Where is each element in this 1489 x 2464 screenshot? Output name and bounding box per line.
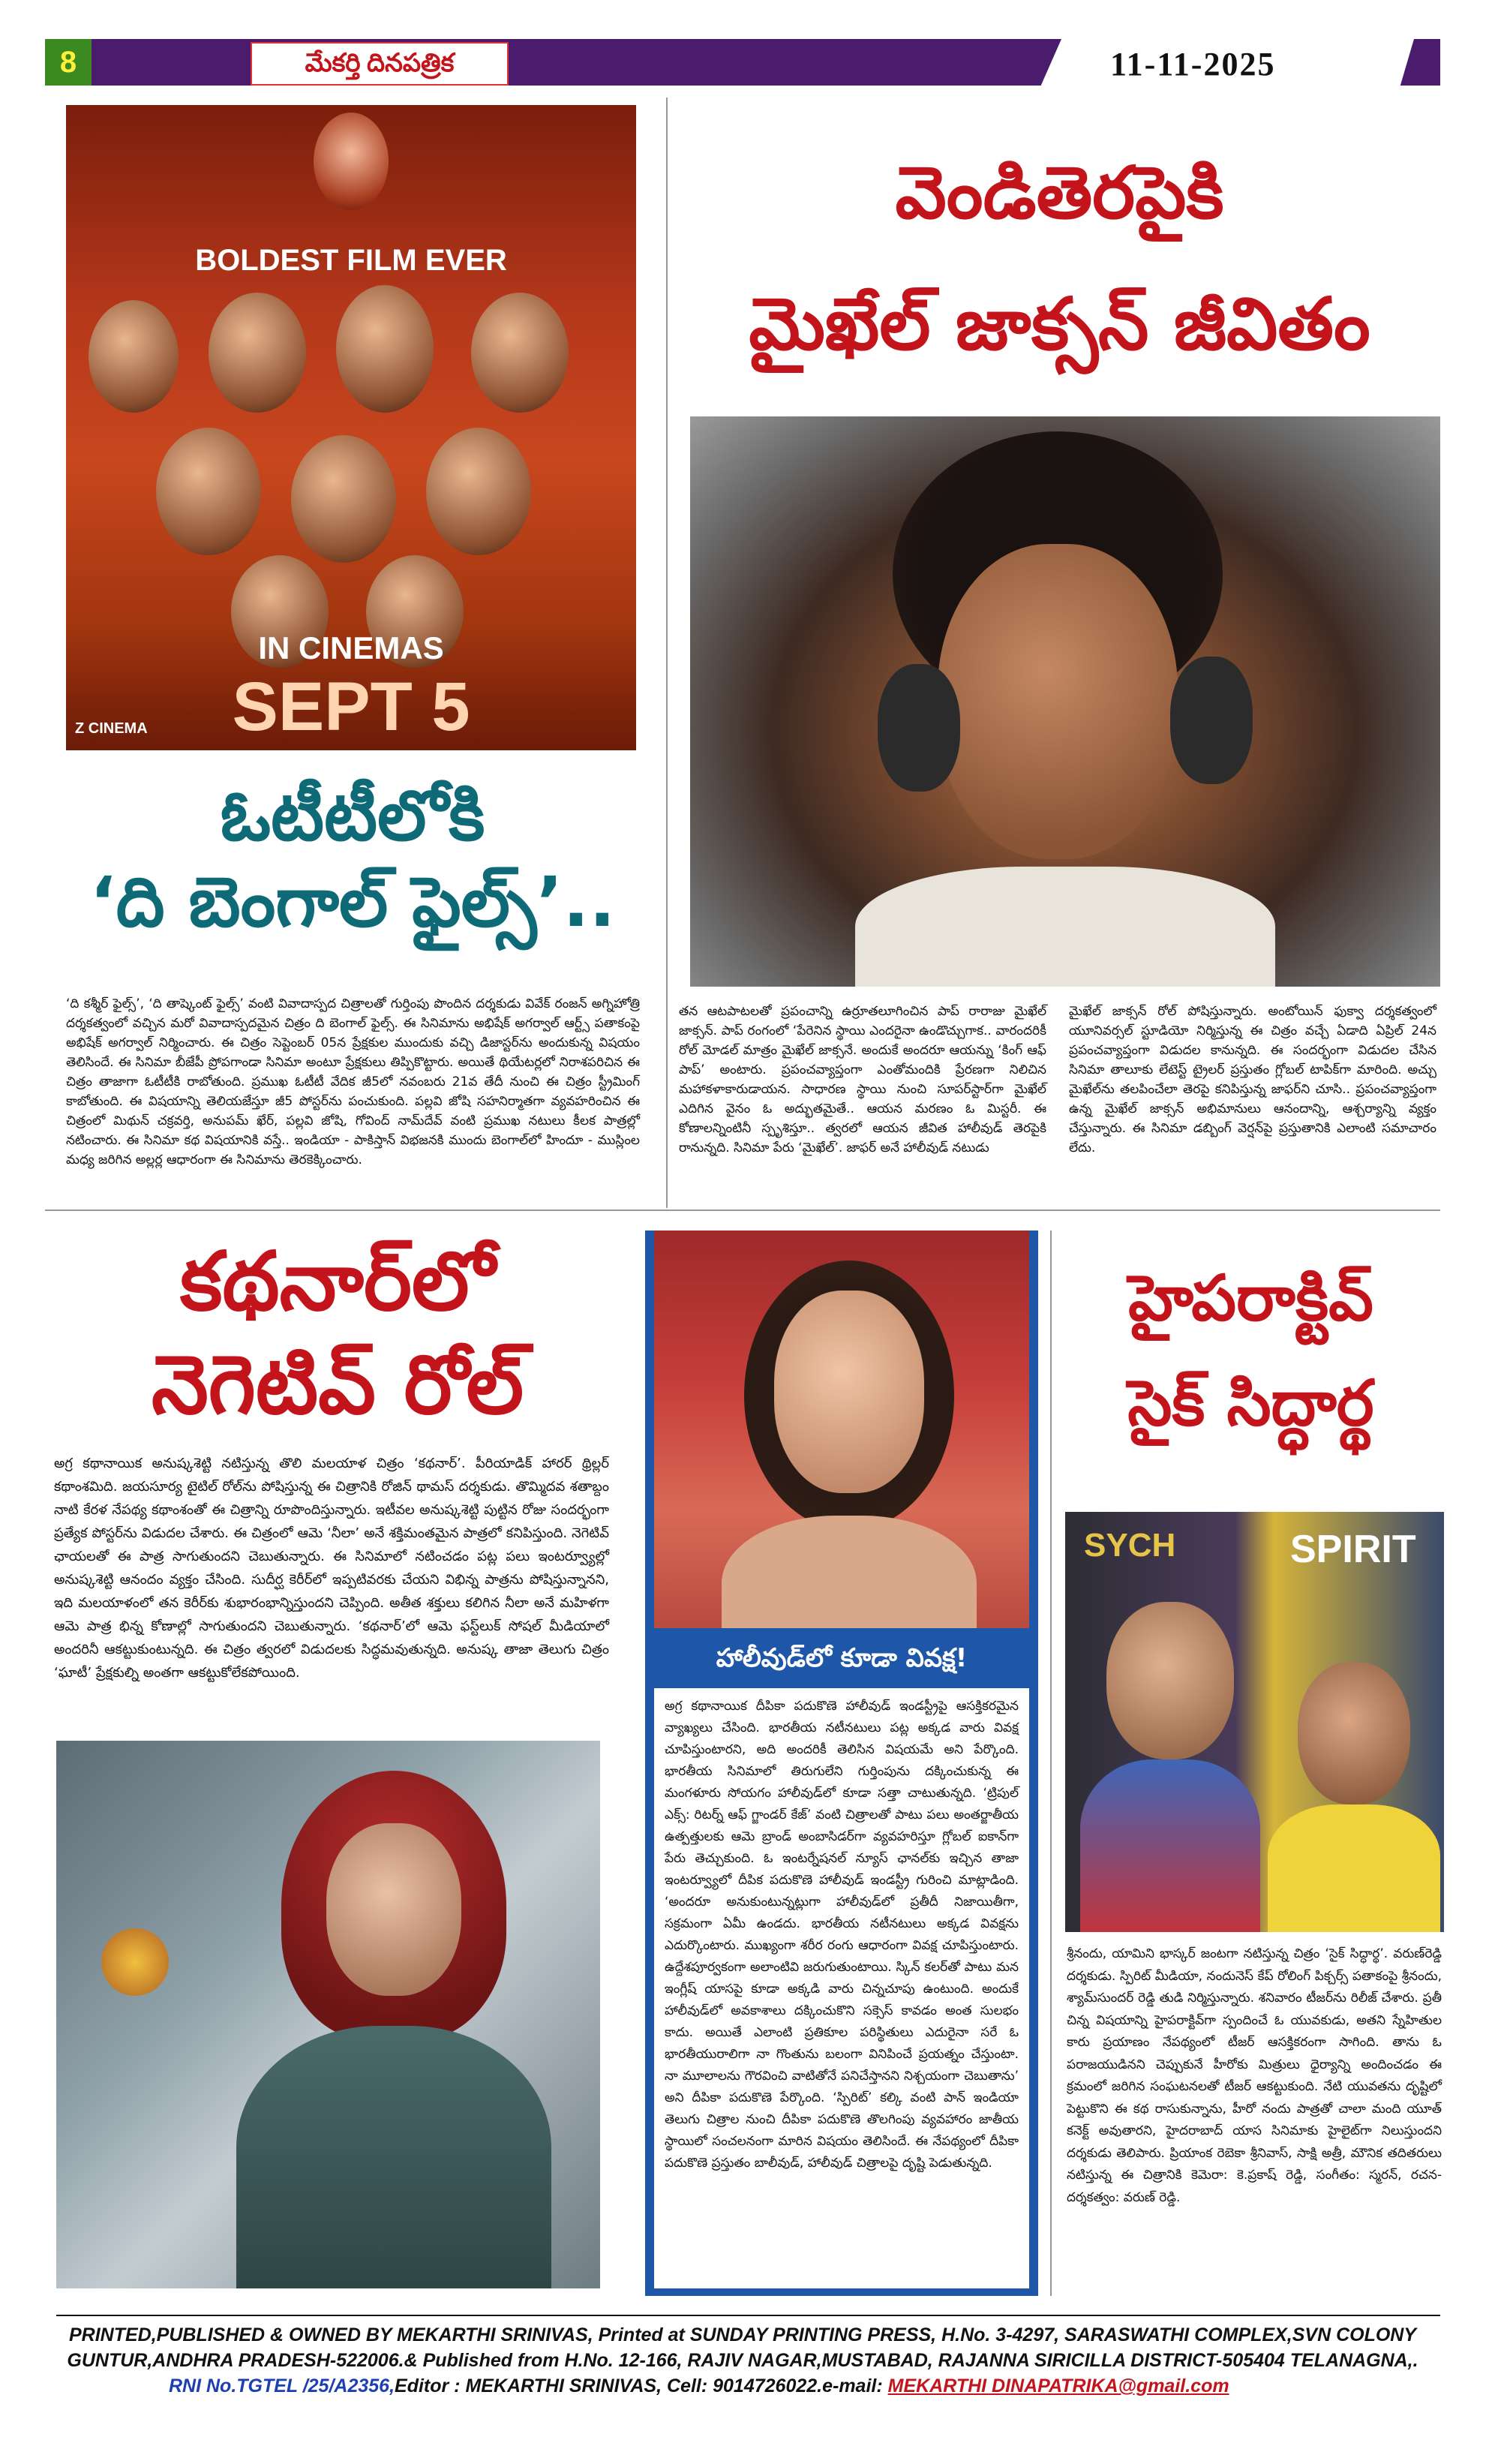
kathanar-headline-line1: కథనార్‌లో bbox=[179, 1235, 495, 1329]
column-rule bbox=[1050, 1230, 1052, 2296]
poster-face bbox=[209, 293, 306, 413]
footer-rni: RNI No.TGTEL /25/A2356, bbox=[169, 2375, 395, 2396]
footer-rule bbox=[56, 2315, 1440, 2316]
photo-sign-left: SYCH bbox=[1084, 1527, 1176, 1564]
bengal-article-body: ‘ది కశ్మీర్ ఫైల్స్’, ‘ది తాష్కెంట్ ఫైల్స్’ వంటి వివాదాస్పద చిత్రాలతో గుర్తింపు పొందిన దర్శకుడు వివేక్ రంజన్ అగ్నిహోత్రి దర్శకత్వంలో వచ్చిన మరో వివాదాస్పదమైన చిత్రం ది బెంగాల్ ఫైల్స్. ఈ సినిమాను అభిషేక్ అగర్వాల్ ఆర్ట్స్ పతాకంపై అభిషేక్ అగర్వాల్ నిర్మించారు. ఈ చిత్రం సెప్టెంబర్ 05న ప్రేక్షకుల ముందుకు వచ్చి డిజాస్టర్‌ను అందుకున్న విషయం తెలిసిందే. ఈ సినిమా బీజేపీ ప్రోపగాండా సినిమా అంటూ ప్రేక్షకులు తిప్పికొట్టారు. అయితే థియేటర్లలో నిరాశపరిచిన ఈ చిత్రం తాజాగా ఓటీటీకి రాబోతుంది. ప్రముఖ ఓటీటీ వేదిక జీ5లో నవంబరు 21వ తేదీ నుంచి ఈ చిత్రం స్ట్రీమింగ్ కాబోతుంది. ఈ విషయాన్ని తెలియజేస్తూ జీ5 పోస్టర్‌ను పంచుకుంది. పల్లవి జోషి సహనిర్మాతగా వ్యవహరించిన ఈ చిత్రంలో మిథున్ చక్రవర్తి, అనుపమ్ ఖేర్, పల్లవి జోషి, గోవింద్ నామ్‌దేవ్ వంటి ప్రముఖ నటులు కీలక పాత్రల్లో నటించారు. ఈ సినిమా కథ విషయానికి వస్తే.. ఇండియా - పాకిస్తాన్ విభజనకి ముందు బెంగాల్‌లో హిందూ - ముస్లింల మధ్య జరిగిన అల్లర్ల ఆధారంగా ఈ సినిమాను తెరకెక్కించారు. bbox=[66, 996, 640, 1167]
siddhu-article-body: శ్రీనందు, యామిని భాస్కర్ జంటగా నటిస్తున్న చిత్రం ‘సైక్ సిద్ధార్థ’. వరుణ్‌రెడ్డి దర్శకుడు. స్పిరిట్ మీడియా, నందునెస్ కేప్ రోలింగ్ పిక్చర్స్ పతాకంపై శ్రీనందు, శ్యామ్‌సుందర్ రెడ్డి తుడి నిర్మిస్తున్నారు. శనివారం టీజర్‌ను రిలీజ్ చేశారు. ప్రతీ చిన్న విషయాన్ని హైపరాక్టివ్‌గా స్పందించే ఓ యువకుడు, అతని స్నేహితుల కారు ప్రయాణం నేపథ్యంలో టీజర్ ఆసక్తికరంగా సాగింది. తాను ఓ పరాజయుడినని చెప్పుకునే హీరోకు మిత్రులు ధైర్యాన్ని అందించడం ఈ క్రమంలో జరిగిన సంఘటనలతో టీజర్ ఆకట్టుకుంది. నేటి యువతను దృష్టిలో పెట్టుకొని ఈ కథ రాసుకున్నాను, హీరో నందు పాత్రతో చాలా మంది యూత్ కనెక్ట్ అవుతారని, హైదరాబాద్ యాస సినిమాకు హైలైట్‌గా నిలుస్తుందని దర్శకుడు తెలిపారు. ప్రియాంక రెబెకా శ్రీనివాస్, సాక్షి అత్రీ, మౌనిక తదితరులు నటిస్తున్న ఈ చిత్రానికి కెమెరా: కె.ప్రకాష్ రెడ్డి, సంగీతం: స్మరన్, రచన-దర్శకత్వం: వరుణ్ రెడ్డి. bbox=[1067, 1946, 1442, 2205]
footer-imprint bbox=[45, 2322, 1440, 2399]
kathanar-article-body: అగ్ర కథానాయిక అనుష్కశెట్టి నటిస్తున్న తొలి మలయాళ చిత్రం ‘కథనార్’. పీరియాడిక్ హారర్ థ్రిల్లర్ కథాంశమిది. జయసూర్య టైటిల్ రోల్‌ను పోషిస్తున్న ఈ చిత్రానికి రోజిన్ థామస్ దర్శకుడు. తొమ్మిదవ శతాబ్దం నాటి కేరళ నేపథ్య కథాంశంతో ఈ చిత్రాన్ని రూపొందిస్తున్నారు. ఇటీవల అనుష్కశెట్టి పుట్టిన రోజు సందర్భంగా ప్రత్యేక పోస్టర్‌ను విడుదల చేశారు. ఈ చిత్రంలో ఆమె ‘నీలా’ అనే శక్తిమంతమైన పాత్రలో కనిపిస్తుంది. నెగెటివ్ ఛాయలతో ఈ పాత్ర సాగుతుందని చెబుతున్నారు. ఈ సినిమాలో నటించడం పట్ల పలు ఇంటర్వ్యూల్లో అనుష్కశెట్టి ఆనందం వ్యక్తం చేసింది. సుదీర్ఘ కెరీర్‌లో ఇప్పటివరకు చేయని విభిన్న పాత్రను పోషిస్తున్నానని, ఇది మలయాళంలో తన కెరీర్‌కు శుభారంభాన్నిస్తుందని చెప్పింది. అతీత శక్తులు కలిగిన నీలా అనే మహిళగా ఆమె పాత్ర భిన్న కోణాల్లో సాగుతుందని చెబుతున్నారు. ‘కథనార్’లో ఆమె ఫస్ట్‌లుక్ సోషల్ మీడియాలో అందరినీ ఆకట్టుకుంటున్నది. ఈ చిత్రం త్వరలో విడుదలకు సిద్ధమవుతున్నది. అనుష్క తాజా తెలుగు చిత్రం ‘ఘాటీ’ ప్రేక్షకుల్ని అంతగా ఆకట్టుకోలేకపోయింది. bbox=[54, 1456, 609, 1681]
bengal-files-poster bbox=[66, 105, 636, 750]
siddhu-headline bbox=[1061, 1246, 1440, 1456]
poster-tagline: BOLDEST FILM EVER bbox=[195, 244, 507, 277]
photo-sign-right: SPIRIT bbox=[1290, 1528, 1416, 1571]
photo-shirt bbox=[1268, 1804, 1440, 1932]
photo-flower bbox=[101, 1928, 169, 1996]
photo-face bbox=[774, 1291, 924, 1493]
poster-face bbox=[291, 435, 396, 563]
issue-date: 11-11-2025 bbox=[1110, 46, 1276, 83]
poster-studio: Z CINEMA bbox=[75, 720, 148, 737]
deepika-article-panel bbox=[654, 1688, 1029, 2288]
poster-face bbox=[426, 428, 531, 555]
deepika-caption: హాలీవుడ్‌లో కూడా వివక్ష! bbox=[716, 1643, 968, 1673]
bengal-headline-line1: ఓటీటీలోకి bbox=[220, 776, 485, 856]
siddhu-photo bbox=[1065, 1512, 1444, 1932]
siddhu-headline-line2: సైక్ సిద్ధార్థ bbox=[1127, 1366, 1374, 1440]
photo-shirt bbox=[1080, 1759, 1260, 1932]
kathanar-headline-line2: నెగెటివ్ రోల్ bbox=[151, 1339, 524, 1432]
section-rule bbox=[45, 1209, 1440, 1211]
poster-release-line1: IN CINEMAS bbox=[258, 630, 444, 666]
photo-face bbox=[1106, 1602, 1234, 1759]
photo-face bbox=[1298, 1662, 1410, 1804]
photo-shoulders bbox=[722, 1516, 977, 1628]
footer-email-link[interactable]: MEKARTHI DINAPATRIKA@gmail.com bbox=[887, 2375, 1229, 2396]
photo-face bbox=[326, 1823, 461, 1996]
headphone-icon bbox=[878, 664, 960, 792]
mj-headline-line1: వెండితెరపైకి bbox=[895, 151, 1224, 235]
poster-face bbox=[336, 285, 434, 413]
poster-figure bbox=[314, 113, 389, 210]
footer-line2: GUNTUR,ANDHRA PRADESH-522006.& Published from H.No. 12-166, RAJIV NAGAR,MUSTABAD, RAJANNA SIRICILLA DISTRICT-505404 TELANAGNA,. bbox=[67, 2350, 1418, 2371]
photo-face bbox=[938, 544, 1178, 859]
deepika-article-body: అగ్ర కథానాయిక దీపికా పదుకొణె హాలీవుడ్ ఇండస్ట్రీపై ఆసక్తికరమైన వ్యాఖ్యలు చేసింది. భారతీయ నటీనటులు పట్ల అక్కడ వారు వివక్ష చూపిస్తుంటారని, అది అందరికీ తెలిసిన విషయమే అని పేర్కొంది. భారతీయ సినిమాలో తిరుగులేని గుర్తింపును దక్కించుకున్న ఈ మంగళూరు సోయగం హాలీవుడ్‌లో కూడా సత్తా చాటుతున్నది. ‘ట్రిపుల్ ఎక్స్: రిటర్న్ ఆఫ్ గ్జాండర్ కేజ్’ వంటి చిత్రాలతో పాటు పలు అంతర్జాతీయ ఉత్పత్తులకు ఆమె బ్రాండ్ అంబాసిడర్‌గా వ్యవహరిస్తూ గ్లోబల్ ఐకాన్‌గా పేరు తెచ్చుకుంది. ఓ ఇంటర్నేషనల్ న్యూస్ ఛానల్‌కు ఇచ్చిన తాజా ఇంటర్వ్యూలో దీపిక పదుకొణె హాలీవుడ్ ఇండస్ట్రీ గురించి మాట్లాడింది. ‘అందరూ అనుకుంటున్నట్లుగా హాలీవుడ్‌లో ప్రతీదీ నిజాయితీగా, సక్రమంగా ఏమీ ఉండదు. భారతీయ నటీనటులు అక్కడ వివక్షను ఎదుర్కొంటారు. ముఖ్యంగా శరీర రంగు ఆధారంగా వివక్ష చూపిస్తుంటారు. ఉద్దేశపూర్వకంగా అలాంటివి జరుగుతుంటాయి. స్కిన్ కలర్‌తో పాటు మన ఇంగ్లీష్ యాసపై కూడా అక్కడి వారు చిన్నచూపు ఉంటుంది. అందుకే హాలీవుడ్‌లో అవకాశాలు దక్కించుకొని సక్సెస్ కావడం అంత సులభం కాదు. అయితే ఎలాంటి ప్రతికూల పరిస్థితులు ఎదురైనా సరే ఓ భారతీయురాలిగా నా గొంతును బలంగా వినిపించే ప్రయత్నం చేస్తుంటా. నా మూలాలను గౌరవించి వాటితోనే పనిచేస్తానని నిశ్చయంగా చెబుతాను’ అని దీపికా పదుకొణె పేర్కొంది. ‘స్పిరిట్’ కల్కి వంటి పాన్ ఇండియా తెలుగు చిత్రాల నుంచి దీపికా పదుకొణె తొలగింపు వ్యవహారం జాతీయ స్థాయిలో సంచలనంగా మారిన విషయం తెలిసిందే. ఈ నేపథ్యంలో దీపికా పదుకొణె ప్రస్తుతం బాలీవుడ్, హాలీవుడ్ చిత్రాలపై దృష్టి పెడుతున్నది. bbox=[665, 1699, 1019, 2171]
kathanar-still-photo bbox=[56, 1741, 600, 2288]
bengal-headline bbox=[56, 773, 649, 945]
poster-face bbox=[471, 293, 569, 413]
kathanar-headline bbox=[45, 1230, 630, 1438]
photo-shirt bbox=[855, 867, 1275, 987]
poster-face bbox=[89, 300, 179, 413]
headphone-icon bbox=[1170, 657, 1253, 784]
footer-line1: PRINTED,PUBLISHED & OWNED BY MEKARTHI SRINIVAS, Printed at SUNDAY PRINTING PRESS, H.No. 3-4297, SARASWATHI COMPLEX,SVN COLONY bbox=[68, 2324, 1417, 2345]
mj-headline bbox=[679, 128, 1440, 390]
poster-face bbox=[156, 428, 261, 555]
masthead-logo: మేకర్తి దినపత్రిక bbox=[251, 42, 509, 86]
deepika-photo bbox=[654, 1230, 1029, 1628]
mj-headline-line2: మైఖేల్ జాక్సన్ జీవితం bbox=[749, 282, 1370, 366]
column-rule bbox=[666, 98, 668, 1208]
mj-article-col1: తన ఆటపాటలతో ప్రపంచాన్ని ఉర్రూతలూగించిన పాప్ రారాజు మైఖేల్ జాక్సన్. పాప్ రంగంలో ‘పేరెనిన స్థాయి ఎందరైనా ఉండొచ్చుగాక.. వారందరికీ రోల్ మోడల్ మాత్రం మైఖేల్ జాక్సనే. అందుకే అందరూ ఆయన్ను ‘కింగ్ ఆఫ్ పాప్’ అంటారు. ప్రపంచవ్యాప్తంగా ఎంతోమందికి ప్రేరణగా నిలిచిన మహాకళాకారుడాయన. సాధారణ స్థాయి నుంచి సూపర్‌స్టార్‌గా మైఖేల్ ఎదిగిన వైనం ఓ అద్భుతమైతే.. ఆయన మరణం ఓ మిస్టరీ. ఈ కోణాలన్నింటినీ స్పృశిస్తూ.. త్వరలో ఆయన జీవిత హాలీవుడ్ తెరపైకి రానున్నది. సినిమా పేరు ‘మైఖేల్’. జాఫర్ అనే హాలీవుడ్ నటుడు bbox=[679, 1004, 1046, 1155]
page-number: 8 bbox=[45, 39, 92, 86]
poster-release-line2: SEPT 5 bbox=[232, 669, 470, 745]
siddhu-headline-line1: హైపరాక్టివ్ bbox=[1128, 1261, 1373, 1335]
mj-article-col2: మైఖేల్ జాక్సన్ రోల్ పోషిస్తున్నారు. అంటోయిన్ ఫుక్వా దర్శకత్వంలో యూనివర్సల్ స్టూడియో నిర్మిస్తున్న ఈ చిత్రం వచ్చే ఏడాది ఏప్రిల్ 24న ప్రపంచవ్యాప్తంగా విడుదల కానున్నది. ఈ సందర్భంగా విడుదల చేసిన సినిమా తాలూకు లేటెస్ట్ ట్రైలర్ ప్రస్తుతం గ్లోబల్ టాపిక్‌గా మారింది. అచ్చు మైఖేల్‌ను తలపించేలా తెరపై కనిపిస్తున్న జాఫర్‌ని చూసి.. ప్రపంచవ్యాప్తంగా ఉన్న మైఖేల్ జాక్సన్ అభిమానులు ఆనందాన్ని, ఆశ్చర్యాన్ని వ్యక్తం చేస్తున్నారు. ఈ సినిమా డబ్బింగ్ వెర్షన్‌పై ప్రస్తుతానికి ఎలాంటి సమాచారం లేదు. bbox=[1069, 1004, 1436, 1155]
bengal-headline-line2: ‘ది బెంగాల్ ఫైల్స్’.. bbox=[89, 862, 616, 942]
michael-biopic-photo bbox=[690, 416, 1440, 987]
footer-editor: Editor : MEKARTHI SRINIVAS, Cell: 9014726022.e-mail: bbox=[395, 2375, 888, 2396]
photo-dress bbox=[236, 2026, 551, 2288]
